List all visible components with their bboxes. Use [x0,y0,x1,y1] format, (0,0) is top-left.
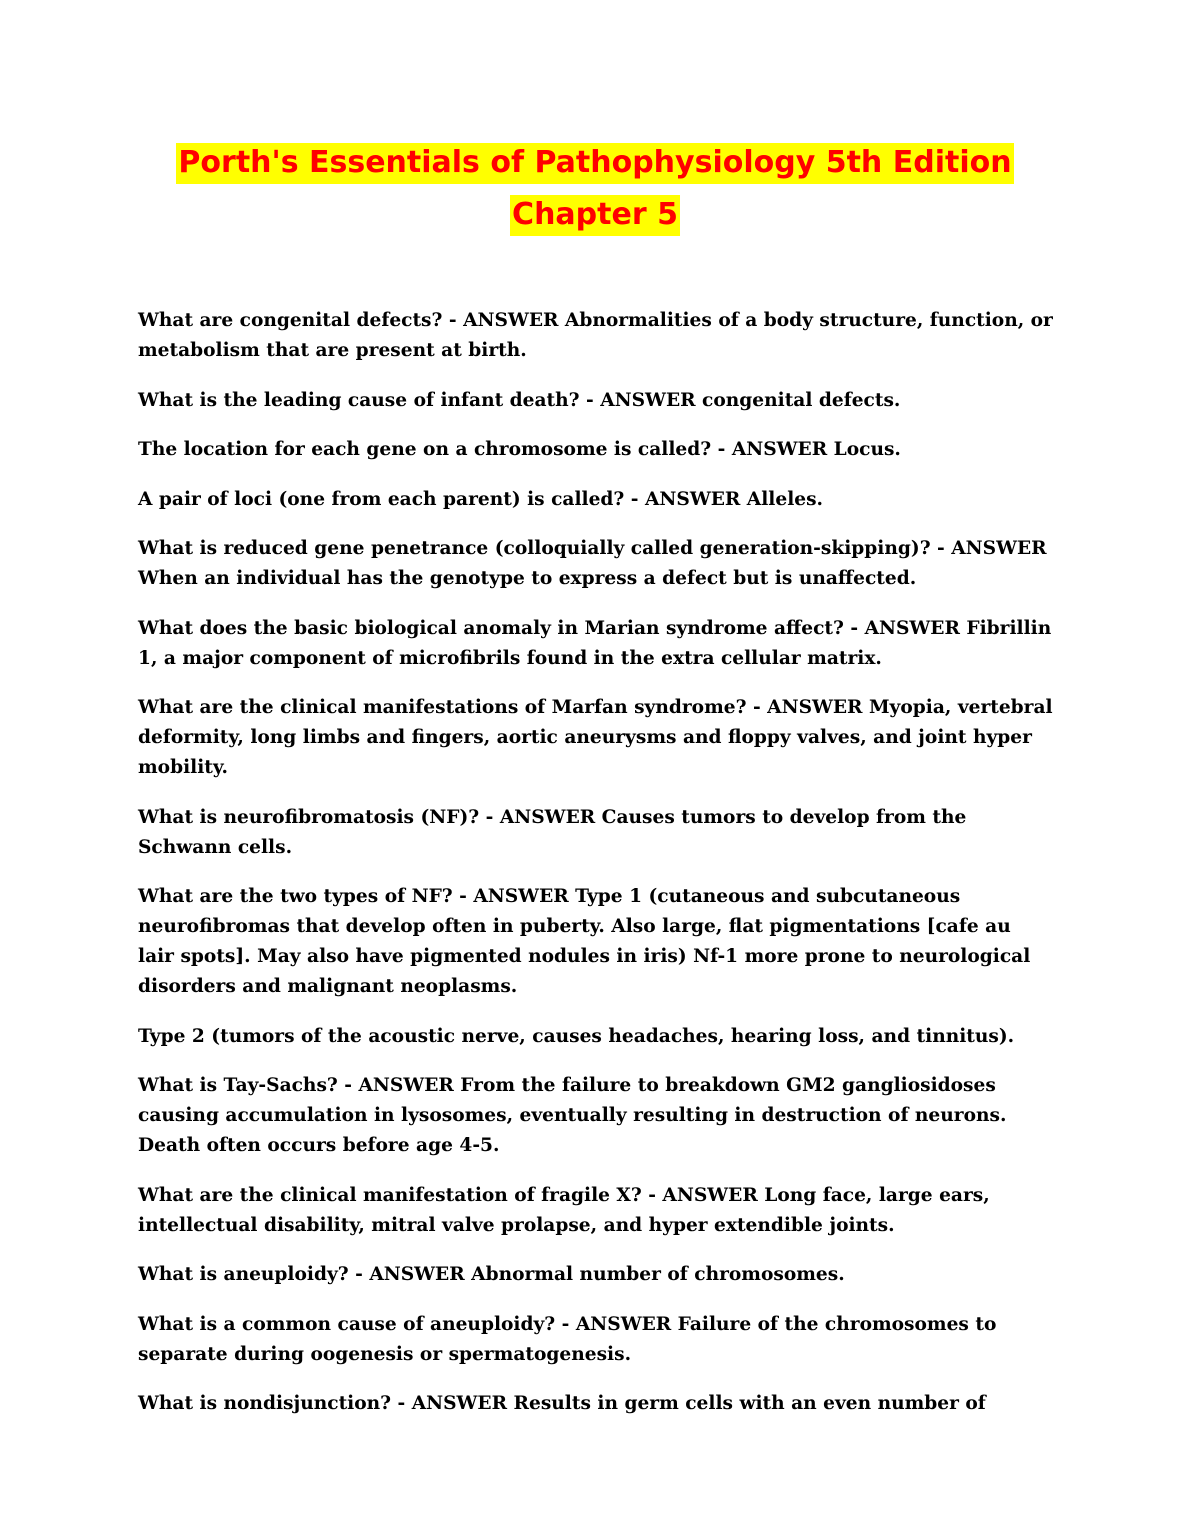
title-line-1: Porth's Essentials of Pathophysiology 5th Edition [176,143,1013,184]
qa-item: What are the two types of NF? - ANSWER Type 1 (cutaneous and subcutaneous neurofibromas that develop often in puberty. Also large, flat pigmentations [cafe au lair spots]. May also have pigmented nodules in iris) Nf-1 more prone to neurological disorders and malignant neoplasms. [138,886,1031,997]
qa-item: What is a common cause of aneuploidy? - ANSWER Failure of the chromosomes to separate during oogenesis or spermatogenesis. [138,1313,997,1365]
qa-item: What is reduced gene penetrance (colloquially called generation-skipping)? - ANSWER When an individual has the genotype to express a defect but is unaffected. [138,538,1047,589]
qa-item: What is aneuploidy? - ANSWER Abnormal number of chromosomes. [138,1264,845,1285]
document-title [0,137,1190,241]
qa-item: What are the clinical manifestation of fragile X? - ANSWER Long face, large ears, intellectual disability, mitral valve prolapse, and hyper extendible joints. [138,1184,990,1236]
qa-item: What is nondisjunction? - ANSWER Results in germ cells with an even number of [138,1393,986,1414]
qa-item: What is neurofibromatosis (NF)? - ANSWER Causes tumors to develop from the Schwann cells. [138,806,967,858]
qa-item: What are congenital defects? - ANSWER Abnormalities of a body structure, function, or metabolism that are present at birth. [138,310,1053,361]
qa-item: The location for each gene on a chromosome is called? - ANSWER Locus. [138,439,901,460]
title-line-2: Chapter 5 [510,195,680,236]
qa-list [138,306,1053,1439]
qa-item: Type 2 (tumors of the acoustic nerve, causes headaches, hearing loss, and tinnitus). [138,1025,1015,1047]
qa-item: A pair of loci (one from each parent) is called? - ANSWER Alleles. [138,488,824,510]
qa-item: What does the basic biological anomaly in Marian syndrome affect? - ANSWER Fibrillin 1, a major component of microfibrils found in the extra cellular matrix. [138,617,1052,669]
qa-item: What is the leading cause of infant death? - ANSWER congenital defects. [138,389,901,411]
qa-item: What is Tay-Sachs? - ANSWER From the failure to breakdown GM2 gangliosidoses causing accumulation in lysosomes, eventually resulting in destruction of neurons. Death often occurs before age 4-5. [138,1075,1007,1156]
qa-item: What are the clinical manifestations of Marfan syndrome? - ANSWER Myopia, vertebral deformity, long limbs and fingers, aortic aneurysms and floppy valves, and joint hyper mobility. [138,697,1053,778]
